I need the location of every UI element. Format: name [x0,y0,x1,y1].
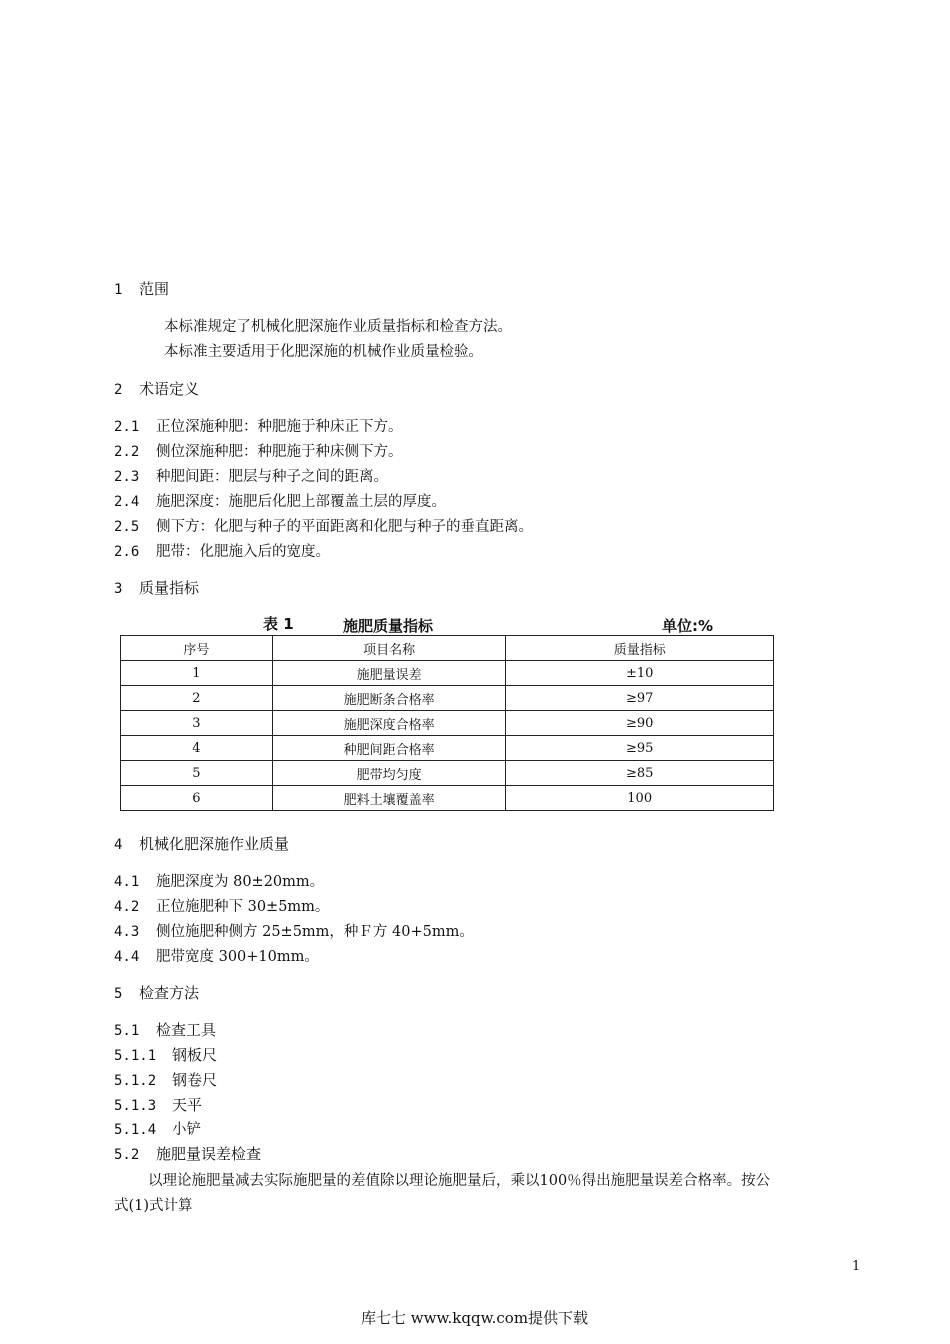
requirement-item: 4.2 正位施肥种下 30±5mm。 [114,899,330,915]
definition-item: 2.1 正位深施种肥：种肥施于种床正下方。 [114,419,403,435]
tool-item: 5.1.1 钢板尺 [114,1046,218,1064]
section-1-heading: 1 范围 [114,280,170,298]
table-row [121,711,774,736]
table-cell: 6 [121,786,273,811]
table-cell: ±10 [506,661,774,686]
subsection-5-2-heading: 5.2 施肥量误差检查 [114,1145,262,1163]
requirement-item: 4.1 施肥深度为 80±20mm。 [114,874,325,890]
table-cell: ≥97 [506,686,774,711]
tool-item: 5.1.2 钢卷尺 [114,1071,218,1089]
header-cell: 质量指标 [506,636,774,661]
definition-item: 2.3 种肥间距：肥层与种子之间的距离。 [114,469,388,485]
requirement-item: 4.3 侧位施肥种侧方 25±5mm，种Ｆ方 40+5mm。 [114,924,474,940]
tool-item: 5.1.4 小铲 [114,1122,201,1138]
paragraph: 本标准规定了机械化肥深施作业质量指标和检查方法。 [164,319,512,335]
table-row [121,786,774,811]
table-cell: 肥料土壤覆盖率 [272,786,506,811]
paragraph: 以理论施肥量减去实际施肥量的差值除以理论施肥量后，乘以100％得出施肥量误差合格率。按公 [148,1173,771,1189]
table-label: 表 1 [263,615,294,633]
table-cell: 100 [506,786,774,811]
subsection-5-1-heading: 5.1 检查工具 [114,1021,217,1039]
table-row [121,686,774,711]
definition-item: 2.4 施肥深度：施肥后化肥上部覆盖土层的厚度。 [114,494,446,510]
table-cell: ≥85 [506,761,774,786]
table-cell: 1 [121,661,273,686]
tool-item: 5.1.3 天平 [114,1096,203,1114]
definition-item: 2.5 侧下方：化肥与种子的平面距离和化肥与种子的垂直距离。 [114,519,533,535]
section-3-heading: 3 质量指标 [114,579,200,597]
requirement-item: 4.4 肥带宽度 300+10mm。 [114,949,319,965]
table-cell: 2 [121,686,273,711]
table-cell: 施肥量误差 [272,661,506,686]
download-footer: 库七七 www.kqqw.com提供下载 [361,1309,589,1327]
table-row [121,661,774,686]
paragraph: 本标准主要适用于化肥深施的机械作业质量检验。 [164,344,483,360]
page-number: 1 [852,1259,861,1274]
section-2-heading: 2 术语定义 [114,380,200,398]
table-cell: 施肥断条合格率 [272,686,506,711]
header-cell: 项目名称 [272,636,506,661]
table-cell: 3 [121,711,273,736]
table-cell: 种肥间距合格率 [272,736,506,761]
table-unit: 单位:% [662,617,714,635]
table-cell: 4 [121,736,273,761]
paragraph: 式(1)式计算 [114,1198,193,1214]
table-cell: ≥90 [506,711,774,736]
definition-item: 2.6 肥带：化肥施入后的宽度。 [114,544,330,560]
table-cell: 施肥深度合格率 [272,711,506,736]
quality-table [120,635,774,811]
table-row [121,761,774,786]
section-5-heading: 5 检查方法 [114,984,200,1002]
table-cell: 肥带均匀度 [272,761,506,786]
table-header-row [121,636,774,661]
table-title: 施肥质量指标 [343,617,434,635]
header-cell: 序号 [121,636,273,661]
section-4-heading: 4 机械化肥深施作业质量 [114,835,290,853]
table-row [121,736,774,761]
table-cell: ≥95 [506,736,774,761]
table-cell: 5 [121,761,273,786]
definition-item: 2.2 侧位深施种肥：种肥施于种床侧下方。 [114,444,403,460]
